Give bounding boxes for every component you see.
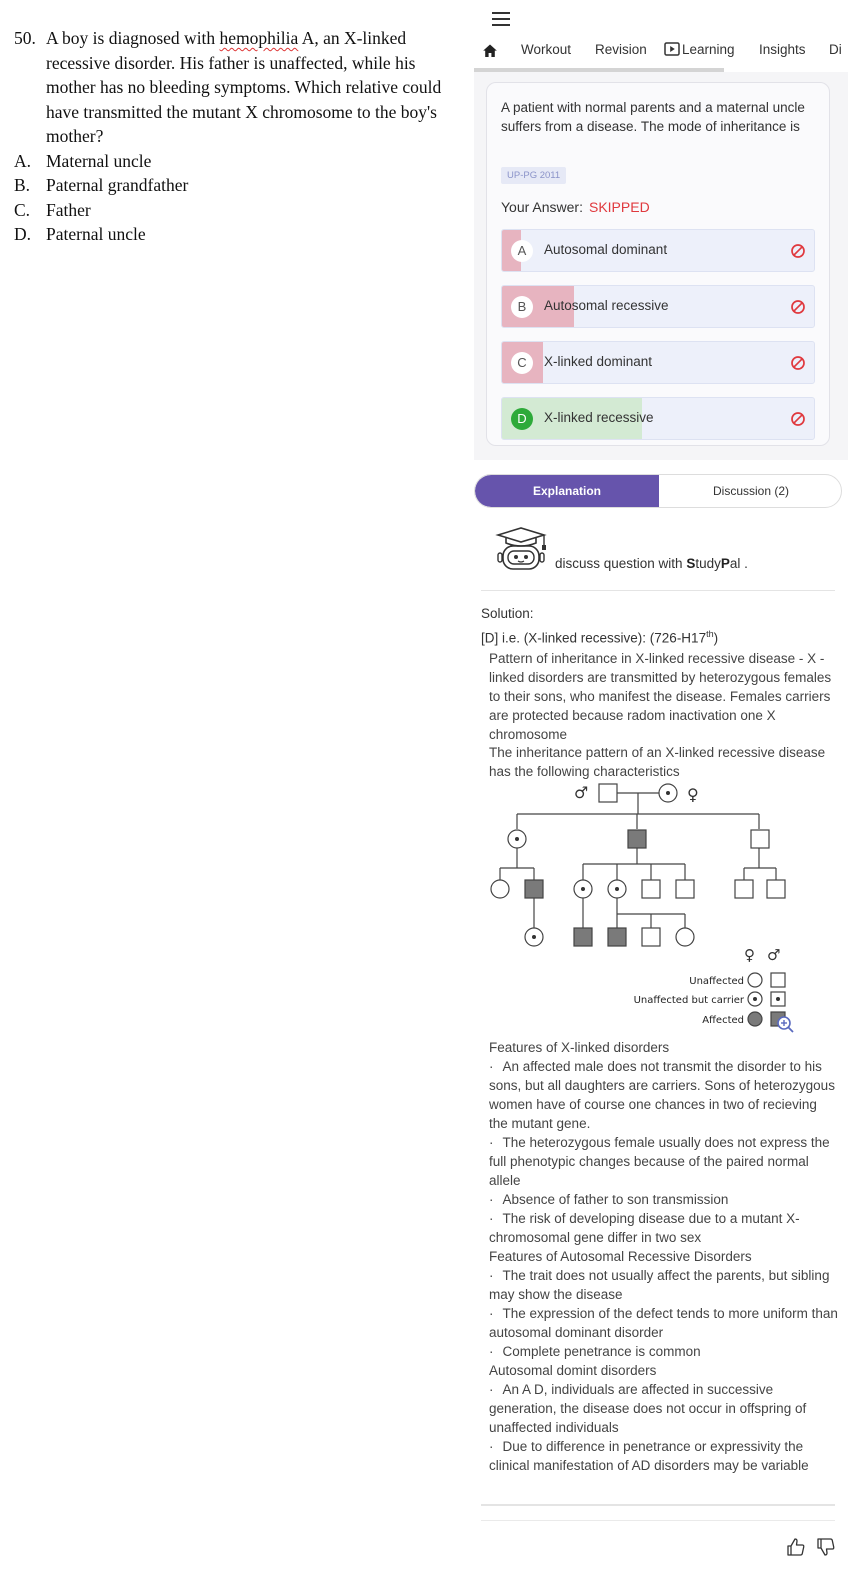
printed-option-text: Paternal grandfather — [46, 175, 189, 195]
tab-insights[interactable]: Insights — [759, 42, 806, 57]
tab-explanation[interactable]: Explanation — [475, 475, 659, 507]
tab-learning[interactable] — [664, 42, 735, 57]
svg-text:♀: ♀ — [744, 946, 755, 964]
blocked-icon — [790, 355, 806, 371]
thumbs-up-icon[interactable] — [786, 1537, 806, 1557]
app-panel — [474, 0, 848, 1581]
solution-heading-main: [D] i.e. (X-linked recessive): (726-H17 — [481, 630, 707, 646]
studypal-robot-icon[interactable] — [492, 526, 550, 572]
legend-carrier: Unaffected but carrier — [633, 995, 744, 1006]
option-a-text: Autosomal dominant — [544, 242, 668, 257]
printed-option-text: Maternal uncle — [46, 150, 152, 171]
divider — [481, 590, 835, 591]
option-b-letter: B — [511, 296, 533, 318]
tab-discussion[interactable]: Discussion (2) — [712, 484, 790, 498]
printed-option-letter: B. — [14, 175, 31, 195]
printed-option-text: Paternal uncle — [46, 224, 146, 244]
thumbs-down-icon[interactable] — [816, 1537, 836, 1557]
svg-text:♀: ♀ — [687, 785, 699, 804]
feature-bullet: · The expression of the defect tends to more uniform than autosomal dominant disorder — [489, 1304, 839, 1342]
printed-option-text: Father — [46, 199, 91, 220]
solution-paragraph: Pattern of inheritance in X-linked recessive disease - X - linked disorders are transmitted by heterozygous females to their sons, who manifest the disease. Females carriers are protected because radom inactivation one X chromosome — [489, 651, 832, 742]
legend-affected: Affected — [702, 1015, 744, 1026]
printed-option — [14, 198, 454, 223]
feature-bullet: · An A D, individuals are affected in successive generation, the disease does not occur in offspring of unaffected individuals — [489, 1380, 839, 1437]
solution-paragraph: The inheritance pattern of an X-linked recessive disease has the following characteristics — [489, 745, 826, 779]
misspelled-word: hemophilia — [219, 28, 299, 48]
hamburger-icon[interactable] — [492, 12, 510, 26]
answer-option-b[interactable] — [501, 285, 815, 328]
printed-option — [14, 222, 454, 247]
option-c-letter: C — [511, 352, 533, 374]
feature-heading: Autosomal domint disorders — [489, 1363, 657, 1378]
tab-more[interactable]: Di — [829, 42, 842, 57]
tab-workout[interactable]: Workout — [521, 42, 572, 57]
pedigree-image — [482, 776, 812, 1038]
exam-tag: UP-PG 2011 — [501, 167, 566, 184]
answer-option-d[interactable] — [501, 397, 815, 440]
printed-option — [14, 173, 454, 198]
feature-bullet: · An affected male does not transmit the disorder to his sons, but all daughters are carriers. Sons of heterozygous women have of course one chances in two of recieving the mutant gene. — [489, 1057, 839, 1133]
nav-tabs — [474, 38, 848, 72]
studypal-prefix: discuss question with — [555, 556, 687, 571]
printed-option-letter: A. — [14, 150, 32, 171]
printed-option-letter: D. — [14, 224, 32, 244]
studypal-al: al . — [729, 556, 748, 571]
blocked-icon — [790, 411, 806, 427]
question-card — [486, 82, 830, 446]
divider — [481, 1504, 835, 1506]
solution-heading — [481, 629, 718, 646]
question-card-area — [474, 72, 848, 460]
your-answer-label: Your Answer: — [501, 199, 583, 215]
studypal-link[interactable] — [555, 556, 748, 571]
solution-heading-sup: th — [706, 629, 714, 639]
svg-text:♂: ♂ — [574, 783, 589, 802]
studypal-p: P — [720, 556, 730, 571]
tab-revision[interactable]: Revision — [595, 42, 647, 57]
solution-label: Solution: — [481, 606, 534, 621]
blocked-icon — [790, 243, 806, 259]
question-number: 50. — [14, 28, 36, 48]
question-text-part: A, an X-linked recessive disorder. His father is unaffected, while his mother has no bleeding symptoms. Which relative could have transmitted the mutant X chromosome to the boy's mother? — [46, 28, 442, 146]
feature-bullet: · The heterozygous female usually does not express the full phenotypic changes because of the paired normal allele — [489, 1133, 839, 1190]
feature-heading: Features of X-linked disorders — [489, 1040, 670, 1055]
features-list — [489, 1038, 839, 1475]
feature-bullet: · The trait does not usually affect the parents, but sibling may show the disease — [489, 1266, 839, 1304]
feature-bullet: · Absence of father to son transmission — [489, 1190, 839, 1209]
legend-unaffected: Unaffected — [689, 976, 744, 987]
home-icon[interactable] — [482, 43, 498, 59]
your-answer-value: SKIPPED — [588, 199, 650, 215]
option-c-text: X-linked dominant — [544, 354, 653, 369]
svg-text:♂: ♂ — [767, 946, 781, 964]
option-a-letter: A — [511, 240, 533, 262]
option-d-text: X-linked recessive — [544, 410, 654, 425]
blocked-icon — [790, 299, 806, 315]
studypal-s: S — [686, 556, 696, 571]
feature-bullet: · Complete penetrance is common — [489, 1342, 839, 1361]
solution-heading-end: ) — [713, 630, 719, 646]
answer-option-a[interactable] — [501, 229, 815, 272]
your-answer — [501, 199, 650, 215]
printed-option-letter: C. — [14, 199, 31, 220]
feature-heading: Features of Autosomal Recessive Disorders — [489, 1249, 752, 1264]
divider — [481, 1520, 835, 1521]
feature-bullet: · The risk of developing disease due to a mutant X-chromosomal gene differ in two sex — [489, 1209, 839, 1247]
answer-option-c[interactable] — [501, 341, 815, 384]
explanation-discussion-toggle — [474, 474, 842, 508]
option-d-letter: D — [511, 408, 533, 430]
question-text-part: A boy is diagnosed with — [46, 28, 220, 48]
card-question-text: A patient with normal parents and a maternal uncle suffers from a disease. The mode of inheritance is — [501, 100, 805, 134]
tab-learning-label: Learning — [682, 42, 735, 57]
question-stem — [14, 26, 454, 149]
printed-question — [14, 26, 454, 247]
printed-option — [14, 149, 454, 174]
feature-bullet: · Due to difference in penetrance or expressivity the clinical manifestation of AD disorders may be variable — [489, 1437, 839, 1475]
question-text — [46, 26, 454, 149]
studypal-tudy: tudy — [695, 556, 721, 571]
play-box-icon — [664, 42, 680, 56]
option-b-text: Autosomal recessive — [544, 298, 669, 313]
